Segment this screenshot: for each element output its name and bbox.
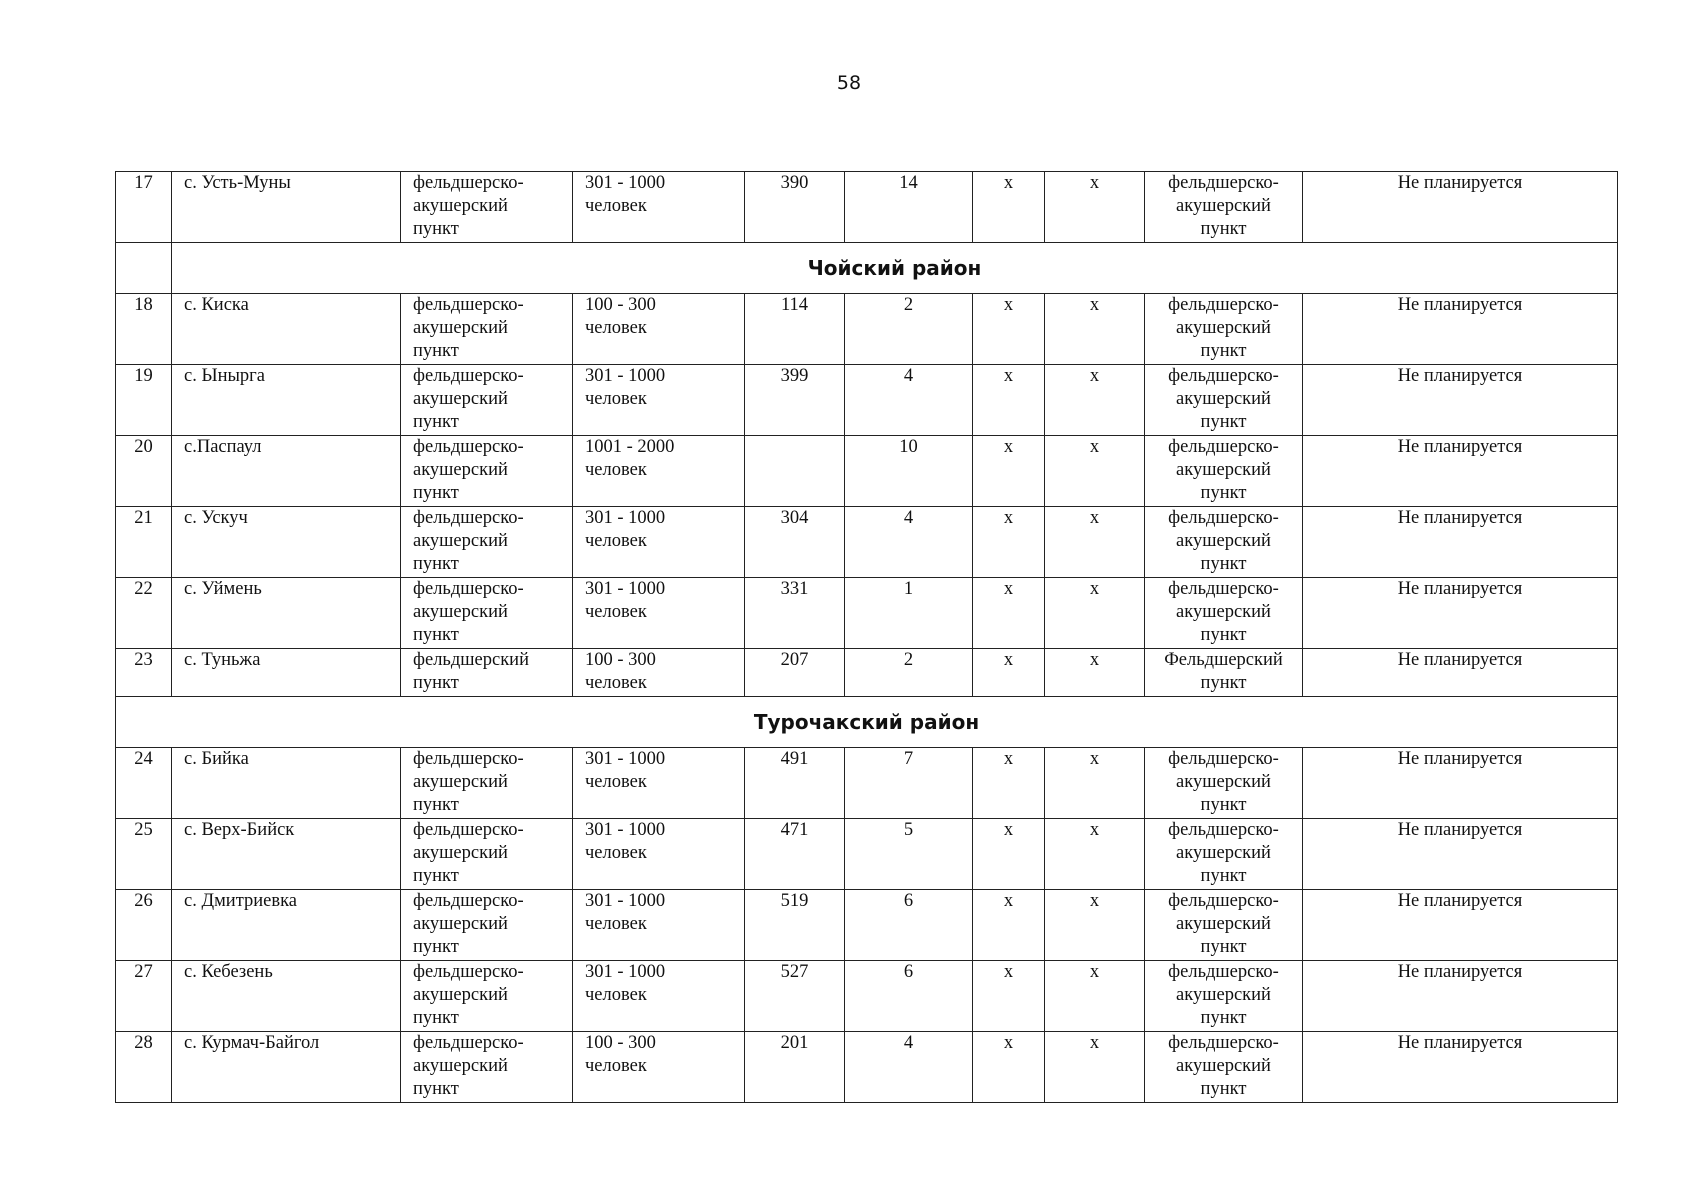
- facility-type: фельдшерско- акушерский пункт: [401, 507, 573, 578]
- planned-facility-type: фельдшерско- акушерский пункт: [1145, 578, 1303, 649]
- residents-count: 471: [745, 819, 845, 890]
- row-number: 23: [116, 649, 172, 697]
- district-title: Чойский район: [172, 243, 1618, 294]
- planned-facility-type: фельдшерско- акушерский пункт: [1145, 507, 1303, 578]
- planned-facility-type: фельдшерско- акушерский пункт: [1145, 890, 1303, 961]
- planning-status: Не планируется: [1303, 578, 1618, 649]
- district-header-spacer: [116, 243, 172, 294]
- table-row: [116, 890, 1618, 961]
- distance-value: 2: [845, 649, 973, 697]
- residents-count: 390: [745, 172, 845, 243]
- residents-count: 207: [745, 649, 845, 697]
- settlement-name: с. Верх-Бийск: [172, 819, 401, 890]
- planning-status: Не планируется: [1303, 294, 1618, 365]
- planning-status: Не планируется: [1303, 748, 1618, 819]
- population-range: 100 - 300 человек: [573, 649, 745, 697]
- residents-count: 491: [745, 748, 845, 819]
- planned-facility-type: фельдшерско- акушерский пункт: [1145, 1032, 1303, 1103]
- population-range: 100 - 300 человек: [573, 294, 745, 365]
- row-number: 20: [116, 436, 172, 507]
- table-row: [116, 578, 1618, 649]
- row-number: 22: [116, 578, 172, 649]
- col7-mark: х: [973, 819, 1045, 890]
- planned-facility-type: фельдшерско- акушерский пункт: [1145, 365, 1303, 436]
- col8-mark: х: [1045, 294, 1145, 365]
- col8-mark: х: [1045, 890, 1145, 961]
- population-range: 100 - 300 человек: [573, 1032, 745, 1103]
- col7-mark: х: [973, 436, 1045, 507]
- planning-status: Не планируется: [1303, 436, 1618, 507]
- table-row: [116, 507, 1618, 578]
- row-number: 24: [116, 748, 172, 819]
- planning-status: Не планируется: [1303, 1032, 1618, 1103]
- col8-mark: х: [1045, 748, 1145, 819]
- table-body: [116, 172, 1618, 1103]
- district-title: Турочакский район: [116, 697, 1618, 748]
- planning-status: Не планируется: [1303, 890, 1618, 961]
- col7-mark: х: [973, 172, 1045, 243]
- population-range: 301 - 1000 человек: [573, 819, 745, 890]
- planned-facility-type: фельдшерско- акушерский пункт: [1145, 294, 1303, 365]
- col7-mark: х: [973, 365, 1045, 436]
- population-range: 301 - 1000 человек: [573, 748, 745, 819]
- facility-type: фельдшерско- акушерский пункт: [401, 1032, 573, 1103]
- facility-type: фельдшерско- акушерский пункт: [401, 436, 573, 507]
- table-row: [116, 365, 1618, 436]
- facilities-table: [115, 171, 1618, 1103]
- district-header-row: [116, 243, 1618, 294]
- col8-mark: х: [1045, 365, 1145, 436]
- settlement-name: с. Бийка: [172, 748, 401, 819]
- population-range: 301 - 1000 человек: [573, 365, 745, 436]
- planned-facility-type: фельдшерско- акушерский пункт: [1145, 436, 1303, 507]
- row-number: 19: [116, 365, 172, 436]
- table-row: [116, 819, 1618, 890]
- table-row: [116, 748, 1618, 819]
- district-header-row: [116, 697, 1618, 748]
- facility-type: фельдшерско- акушерский пункт: [401, 578, 573, 649]
- distance-value: 4: [845, 365, 973, 436]
- row-number: 27: [116, 961, 172, 1032]
- col7-mark: х: [973, 507, 1045, 578]
- population-range: 301 - 1000 человек: [573, 507, 745, 578]
- planning-status: Не планируется: [1303, 819, 1618, 890]
- settlement-name: с. Усть-Муны: [172, 172, 401, 243]
- table-row: [116, 1032, 1618, 1103]
- population-range: 1001 - 2000 человек: [573, 436, 745, 507]
- settlement-name: с. Ынырга: [172, 365, 401, 436]
- col7-mark: х: [973, 294, 1045, 365]
- distance-value: 4: [845, 1032, 973, 1103]
- planning-status: Не планируется: [1303, 172, 1618, 243]
- distance-value: 2: [845, 294, 973, 365]
- col8-mark: х: [1045, 172, 1145, 243]
- settlement-name: с. Дмитриевка: [172, 890, 401, 961]
- planning-status: Не планируется: [1303, 961, 1618, 1032]
- distance-value: 5: [845, 819, 973, 890]
- col7-mark: х: [973, 1032, 1045, 1103]
- table-row: [116, 649, 1618, 697]
- col7-mark: х: [973, 748, 1045, 819]
- distance-value: 14: [845, 172, 973, 243]
- row-number: 21: [116, 507, 172, 578]
- planning-status: Не планируется: [1303, 507, 1618, 578]
- facility-type: фельдшерско- акушерский пункт: [401, 961, 573, 1032]
- col8-mark: х: [1045, 1032, 1145, 1103]
- residents-count: 519: [745, 890, 845, 961]
- settlement-name: с.Паспаул: [172, 436, 401, 507]
- planned-facility-type: фельдшерско- акушерский пункт: [1145, 172, 1303, 243]
- distance-value: 4: [845, 507, 973, 578]
- settlement-name: с. Кебезень: [172, 961, 401, 1032]
- facility-type: фельдшерско- акушерский пункт: [401, 365, 573, 436]
- row-number: 18: [116, 294, 172, 365]
- residents-count: 399: [745, 365, 845, 436]
- col8-mark: х: [1045, 578, 1145, 649]
- row-number: 17: [116, 172, 172, 243]
- residents-count: 331: [745, 578, 845, 649]
- settlement-name: с. Киска: [172, 294, 401, 365]
- settlement-name: с. Уймень: [172, 578, 401, 649]
- col8-mark: х: [1045, 436, 1145, 507]
- residents-count: 304: [745, 507, 845, 578]
- col8-mark: х: [1045, 507, 1145, 578]
- table-row: [116, 294, 1618, 365]
- facility-type: фельдшерско- акушерский пункт: [401, 748, 573, 819]
- planning-status: Не планируется: [1303, 365, 1618, 436]
- table-row: [116, 172, 1618, 243]
- col7-mark: х: [973, 961, 1045, 1032]
- population-range: 301 - 1000 человек: [573, 961, 745, 1032]
- col7-mark: х: [973, 578, 1045, 649]
- distance-value: 1: [845, 578, 973, 649]
- planned-facility-type: фельдшерско- акушерский пункт: [1145, 819, 1303, 890]
- population-range: 301 - 1000 человек: [573, 172, 745, 243]
- table-row: [116, 961, 1618, 1032]
- population-range: 301 - 1000 человек: [573, 578, 745, 649]
- col8-mark: х: [1045, 819, 1145, 890]
- settlement-name: с. Курмач-Байгол: [172, 1032, 401, 1103]
- col7-mark: х: [973, 649, 1045, 697]
- population-range: 301 - 1000 человек: [573, 890, 745, 961]
- row-number: 25: [116, 819, 172, 890]
- row-number: 28: [116, 1032, 172, 1103]
- residents-count: 114: [745, 294, 845, 365]
- residents-count: [745, 436, 845, 507]
- distance-value: 7: [845, 748, 973, 819]
- row-number: 26: [116, 890, 172, 961]
- residents-count: 527: [745, 961, 845, 1032]
- settlement-name: с. Туньжа: [172, 649, 401, 697]
- col7-mark: х: [973, 890, 1045, 961]
- planned-facility-type: фельдшерско- акушерский пункт: [1145, 961, 1303, 1032]
- settlement-name: с. Ускуч: [172, 507, 401, 578]
- facility-type: фельдшерский пункт: [401, 649, 573, 697]
- page-number: 58: [836, 72, 862, 94]
- facility-type: фельдшерско- акушерский пункт: [401, 172, 573, 243]
- table-row: [116, 436, 1618, 507]
- distance-value: 6: [845, 890, 973, 961]
- col8-mark: х: [1045, 649, 1145, 697]
- planning-status: Не планируется: [1303, 649, 1618, 697]
- planned-facility-type: фельдшерско- акушерский пункт: [1145, 748, 1303, 819]
- col8-mark: х: [1045, 961, 1145, 1032]
- facility-type: фельдшерско- акушерский пункт: [401, 294, 573, 365]
- distance-value: 6: [845, 961, 973, 1032]
- facility-type: фельдшерско- акушерский пункт: [401, 890, 573, 961]
- planned-facility-type: Фельдшерский пункт: [1145, 649, 1303, 697]
- facility-type: фельдшерско- акушерский пункт: [401, 819, 573, 890]
- distance-value: 10: [845, 436, 973, 507]
- residents-count: 201: [745, 1032, 845, 1103]
